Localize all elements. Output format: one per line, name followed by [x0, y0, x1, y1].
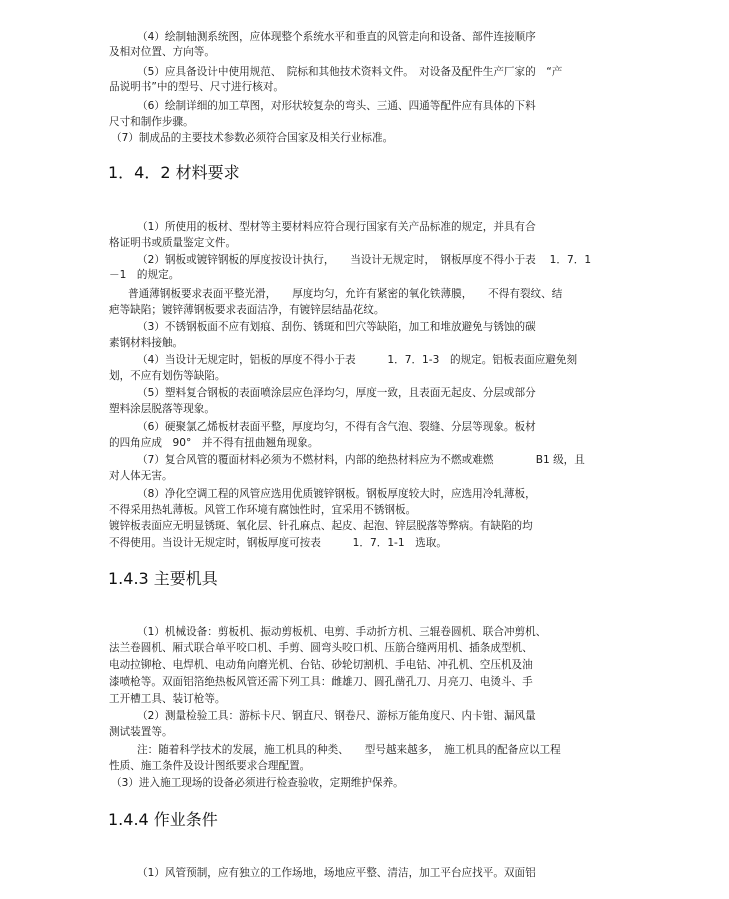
text-line: （2）钢板或镀锌钢板的厚度按设计执行， 当设计无规定时， 钢板厚度不得小于表 1．7．1 — [137, 254, 592, 266]
text-line: 格证明书或质量鉴定文件。 — [109, 237, 237, 249]
text-line: （6）绘制详细的加工草图，对形状较复杂的弯头、三通、四通等配件应有具体的下料 — [137, 100, 536, 112]
text-line: （6）硬聚氯乙烯板材表面平整，厚度均匀，不得有含气泡、裂缝、分层等现象。板材 — [137, 421, 536, 433]
text-line: （3）不锈钢板面不应有划痕、刮伤、锈斑和凹穴等缺陷，加工和堆放避免与锈蚀的碳 — [137, 321, 536, 333]
text-line: （1）风管预制，应有独立的工作场地，场地应平整、清洁，加工平台应找平。双面铝 — [137, 867, 536, 879]
text-line: 划，不应有划伤等缺陷。 — [109, 370, 226, 382]
text-line: （3）进入施工现场的设备必须进行检查验收，定期维护保养。 — [111, 777, 404, 789]
text-line: 工开槽工具、装订枪等。 — [109, 693, 226, 705]
text-line: 品说明书”中的型号、尺寸进行核对。 — [109, 81, 284, 93]
text-line: （2）测量检验工具：游标卡尺、钢直尺、钢卷尺、游标万能角度尺、内卡钳、漏风量 — [137, 710, 536, 722]
text-line: （7）复合风管的覆面材料必须为不燃材料，内部的绝热材料应为不燃或难燃 B1 级，且 — [137, 454, 585, 466]
text-line: 注：随着科学技术的发展，施工机具的种类、 型号越来越多， 施工机具的配备应以工程 — [137, 744, 561, 756]
text-line: 性质、施工条件及设计图纸要求合理配置。 — [109, 760, 311, 772]
text-line: 电动拉铆枪、电焊机、电动角向磨光机、台钻、砂轮切割机、手电钻、冲孔机、空压机及油 — [109, 659, 533, 671]
text-line: 塑料涂层脱落等现象。 — [109, 403, 215, 415]
text-line: （1）机械设备：剪板机、振动剪板机、电剪、手动折方机、三辊卷圆机、联合冲剪机、 — [137, 626, 547, 638]
text-line: 不得采用热轧薄板。风管工作环境有腐蚀性时，宜采用不锈钢板。 — [109, 504, 417, 516]
text-line: 疤等缺陷；镀锌薄钢板要求表面洁净，有镀锌层结晶花纹。 — [109, 304, 385, 316]
text-line: 不得使用。当设计无规定时，钢板厚度可按表 1．7．1-1 选取。 — [109, 537, 447, 549]
section-heading: 1.4.3 主要机具 — [108, 569, 218, 588]
text-line: －1 的规定。 — [109, 269, 180, 281]
text-line: 普通薄钢板要求表面平整光滑， 厚度均匀，允许有紧密的氧化铁薄膜， 不得有裂纹、结 — [128, 288, 563, 300]
text-line: （5）应具备设计中使用规范、 院标和其他技术资料文件。 对设备及配件生产厂家的 “产 — [137, 66, 563, 78]
text-line: 的四角应成 90° 并不得有扭曲翘角现象。 — [109, 437, 319, 449]
text-line: （4）当设计无规定时，铝板的厚度不得小于表 1．7．1-3 的规定。铝板表面应避免刻 — [137, 354, 578, 366]
text-line: 及相对位置、方向等。 — [109, 46, 215, 58]
text-line: 漆喷枪等。双面铝箔绝热板风管还需下列工具：雌雄刀、圆孔凿孔刀、月亮刀、电烫斗、手 — [109, 676, 533, 688]
text-line: （7）制成品的主要技术参数必须符合国家及相关行业标准。 — [111, 132, 394, 144]
text-line: 镀锌板表面应无明显锈斑、氧化层、针孔麻点、起皮、起泡、锌层脱落等弊病。有缺陷的均 — [109, 520, 533, 532]
text-line: 素钢材料接触。 — [109, 337, 184, 349]
text-line: 尺寸和制作步骤。 — [109, 116, 194, 128]
text-line: （5）塑料复合钢板的表面喷涂层应色泽均匀，厚度一致，且表面无起皮、分层或部分 — [137, 387, 536, 399]
text-line: （1）所使用的板材、型材等主要材料应符合现行国家有关产品标准的规定，并具有合 — [137, 221, 536, 233]
text-line: 法兰卷圆机、厢式联合单平咬口机、手剪、圆弯头咬口机、压筋合缝两用机、插条成型机、 — [109, 642, 533, 654]
text-line: （8）净化空调工程的风管应选用优质镀锌钢板。钢板厚度较大时，应选用冷轧薄板， — [137, 488, 536, 500]
text-line: （4）绘制轴测系统图，应体现整个系统水平和垂直的风管走向和设备、部件连接顺序 — [137, 31, 536, 43]
section-heading: 1.4.4 作业条件 — [108, 810, 218, 829]
text-line: 对人体无害。 — [109, 470, 173, 482]
text-line: 测试装置等。 — [109, 726, 173, 738]
section-heading: 1．4．2 材料要求 — [108, 163, 240, 182]
